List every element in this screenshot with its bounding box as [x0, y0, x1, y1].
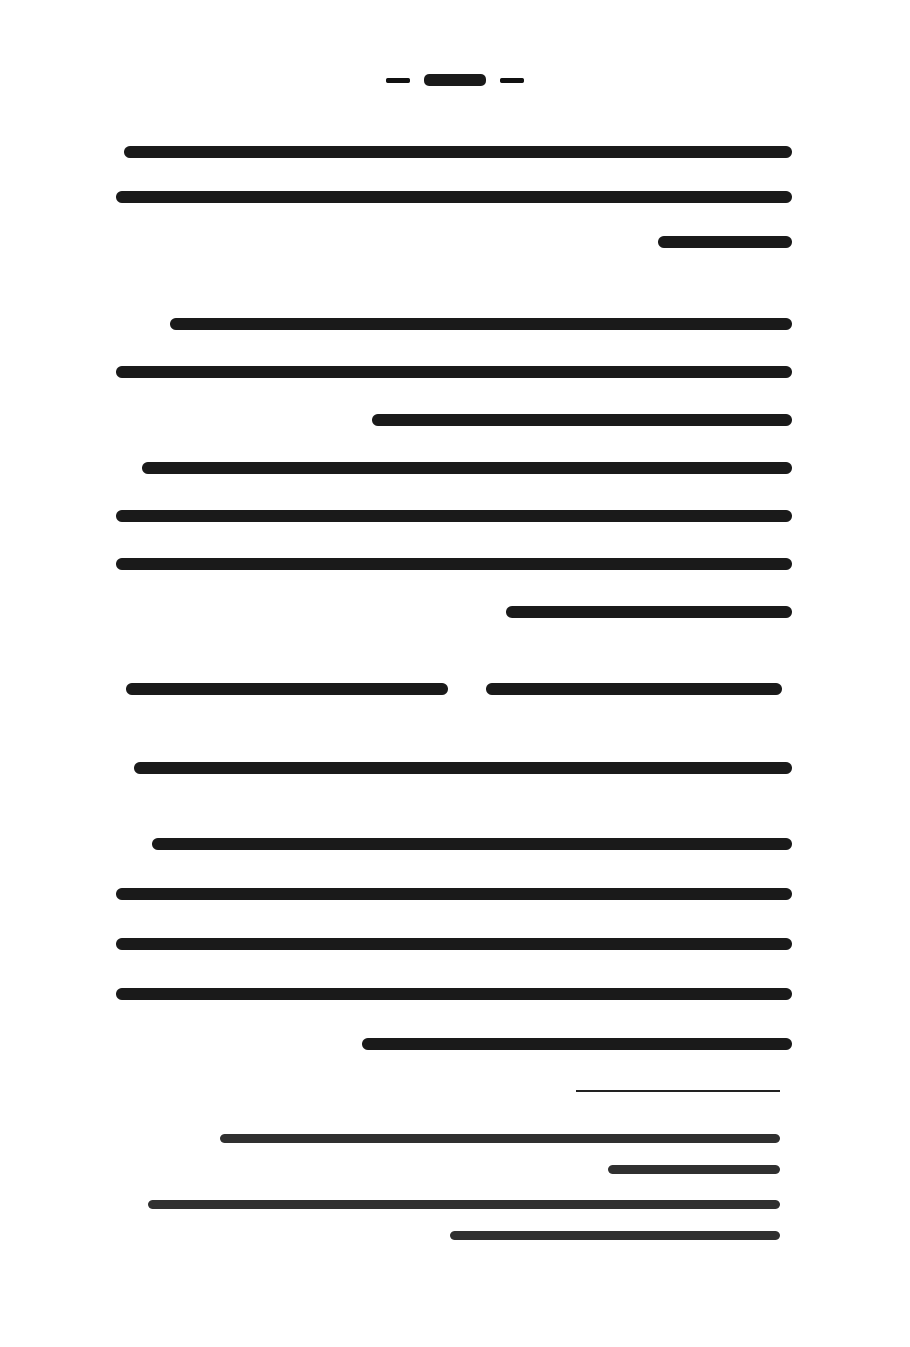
footnote-line [148, 1200, 780, 1209]
footnote-rule [576, 1090, 780, 1092]
text-line [116, 888, 792, 900]
footnote-line [608, 1165, 780, 1174]
text-line [152, 838, 792, 850]
verse-hemistich-first [486, 683, 782, 695]
paragraph-3 [116, 462, 792, 618]
folio-number-placeholder [424, 74, 486, 86]
footnote-line [220, 1134, 780, 1143]
folio-dash-left [386, 78, 410, 83]
paragraph-4 [116, 762, 792, 774]
folio-dash-right [500, 78, 524, 83]
text-line [134, 762, 792, 774]
text-line [124, 146, 792, 158]
text-line [116, 366, 792, 378]
text-line [142, 462, 792, 474]
text-line [116, 510, 792, 522]
text-line [116, 191, 792, 203]
paragraph-2 [116, 318, 792, 426]
text-line [372, 414, 792, 426]
verse-line [120, 674, 790, 704]
text-line [658, 236, 792, 248]
verse-hemistich-second [126, 683, 448, 695]
page-number [0, 64, 910, 96]
paragraph-1 [116, 146, 792, 248]
footnote-line [450, 1231, 780, 1240]
footnotes [130, 1134, 780, 1240]
paragraph-5 [116, 838, 792, 1050]
text-line [116, 988, 792, 1000]
text-line [362, 1038, 792, 1050]
text-line [170, 318, 792, 330]
text-line [506, 606, 792, 618]
text-line [116, 558, 792, 570]
text-line [116, 938, 792, 950]
